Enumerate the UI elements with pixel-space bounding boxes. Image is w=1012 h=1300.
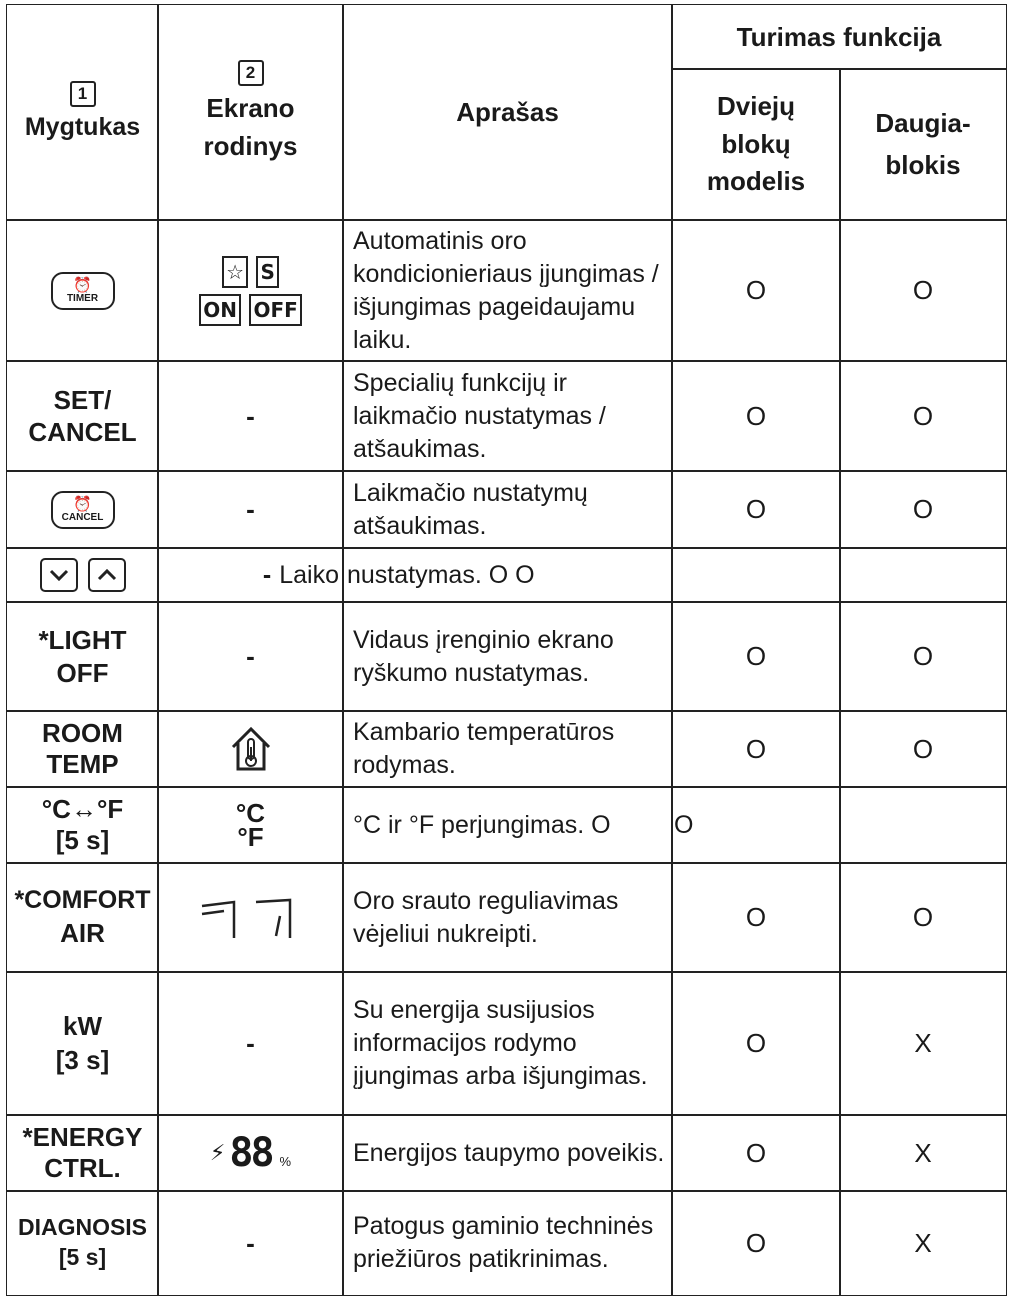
off-indicator-icon: OFF: [249, 294, 301, 326]
row5-display: -: [157, 601, 344, 712]
header-col-display-line1: Ekrano: [206, 92, 295, 123]
row10-two-unit: O: [671, 1114, 841, 1192]
row5-two-unit: O: [671, 601, 841, 712]
star-mode-icon: ☆: [222, 256, 248, 288]
row2-two-unit: O: [671, 360, 841, 472]
row7-description: °C ir °F perjungimas. O: [353, 810, 611, 839]
row5-button-cell: [6, 601, 159, 712]
row7-description-cell: [342, 786, 673, 864]
energy-ctrl-line1: *ENERGY: [22, 1121, 143, 1152]
row10-multi: X: [839, 1114, 1007, 1192]
down-arrow-button-icon: [40, 558, 78, 592]
row8-description: Oro srauto reguliavimas vėjeliui nukreipti.: [342, 862, 673, 973]
row7-button-cell: [6, 786, 159, 864]
diagnosis-line2: [5 s]: [58, 1244, 107, 1270]
row1-multi: O: [839, 219, 1007, 362]
row8-display: [157, 862, 344, 973]
row7-description-rest: O: [674, 810, 694, 839]
row3-button-cell: [6, 470, 159, 549]
header-col-display-number: 2: [238, 60, 264, 86]
room-temp-line2: TEMP: [46, 749, 119, 779]
header-col-button-number: 1: [70, 81, 96, 107]
row10-button-cell: [6, 1114, 159, 1192]
kw-line1: kW: [63, 1010, 102, 1041]
header-col-button-title: Mygtukas: [24, 113, 141, 142]
header-col-multi-line1: Daugia-: [875, 107, 971, 138]
row7-two-unit-cell: [671, 786, 841, 864]
row6-button-cell: [6, 710, 159, 788]
set-cancel-line2: CANCEL: [28, 417, 137, 447]
header-col-display: [157, 4, 344, 221]
kw-line2: [3 s]: [55, 1044, 110, 1075]
row4-multi-empty: [839, 547, 1007, 603]
row1-two-unit: O: [671, 219, 841, 362]
header-col-button: [6, 4, 159, 221]
cancel-button-icon: [51, 491, 115, 529]
header-group-title: Turimas funkcija: [736, 21, 942, 52]
airflow-vane-icon: [196, 894, 306, 942]
row6-display: [157, 710, 344, 788]
row2-multi: O: [839, 360, 1007, 472]
row11-description: Patogus gaminio techninės priežiūros patikrinimas.: [342, 1190, 673, 1296]
celsius-indicator: °C: [235, 798, 266, 828]
room-temp-line1: ROOM: [42, 717, 123, 748]
cancel-button-label: CANCEL: [61, 511, 104, 523]
row2-button-cell: [6, 360, 159, 472]
set-cancel-line1: SET/: [53, 384, 112, 415]
row8-multi: O: [839, 862, 1007, 973]
row5-multi: O: [839, 601, 1007, 712]
energy-digits: 88: [229, 1130, 272, 1176]
row7-display: [157, 786, 344, 864]
row7-multi-empty: [839, 786, 1007, 864]
row2-display: -: [157, 360, 344, 472]
row1-button-cell: [6, 219, 159, 362]
row6-two-unit: O: [671, 710, 841, 788]
row1-display-cell: [157, 219, 344, 362]
row4-two-unit-empty: [671, 547, 841, 603]
row9-button-cell: [6, 971, 159, 1116]
header-col-multi: [839, 68, 1007, 221]
row5-description: Vidaus įrenginio ekrano ryškumo nustatymas.: [342, 601, 673, 712]
row3-multi: O: [839, 470, 1007, 549]
row4-description-cell: [342, 547, 673, 603]
header-col-two-unit-line2: blokų: [721, 128, 791, 159]
diagnosis-line1: DIAGNOSIS: [17, 1214, 148, 1241]
header-col-two-unit: [671, 68, 841, 221]
row2-description: Specialių funkcijų ir laikmačio nustatymas / atšaukimas.: [342, 360, 673, 472]
row8-button-cell: [6, 862, 159, 973]
function-table: [6, 4, 1007, 1296]
temp-unit-line1: °C↔°F: [41, 793, 124, 824]
row4-dash: -: [262, 560, 272, 589]
row9-multi: X: [839, 971, 1007, 1116]
header-group-available-function: [671, 4, 1007, 70]
row9-display: -: [157, 971, 344, 1116]
row4-display-merged: [157, 547, 344, 603]
row6-multi: O: [839, 710, 1007, 788]
sleep-s-icon: S: [256, 256, 278, 288]
row4-description-start: Laiko: [279, 560, 339, 589]
light-off-line1: *LIGHT: [38, 625, 127, 655]
row10-display: [157, 1114, 344, 1192]
row9-two-unit: O: [671, 971, 841, 1116]
row10-description: Energijos taupymo poveikis.: [342, 1114, 673, 1192]
row11-display: -: [157, 1190, 344, 1296]
row4-description-rest: nustatymas. O O: [347, 560, 535, 589]
header-col-description-title: Aprašas: [456, 97, 559, 127]
alarm-clock-icon: ⏰: [73, 276, 92, 294]
timer-button-icon: [51, 272, 115, 310]
row6-description: Kambario temperatūros rodymas.: [342, 710, 673, 788]
header-col-two-unit-line1: Dviejų: [716, 90, 796, 121]
header-col-two-unit-line3: modelis: [706, 166, 806, 197]
row11-button-cell: [6, 1190, 159, 1296]
comfort-air-line2: AIR: [60, 917, 105, 948]
light-off-line2: OFF: [56, 657, 109, 688]
house-thermometer-icon: [229, 725, 273, 773]
timer-button-label: TIMER: [66, 292, 99, 304]
comfort-air-line1: *COMFORT: [14, 886, 151, 915]
row4-button-cell: [6, 547, 159, 603]
row11-two-unit: O: [671, 1190, 841, 1296]
row1-description: Automatinis oro kondicionieriaus įjungimas / išjungimas pageidaujamu laiku.: [342, 219, 673, 362]
energy-bolt-icon: ⚡: [209, 1140, 226, 1165]
header-col-multi-line2: blokis: [885, 149, 961, 180]
row11-multi: X: [839, 1190, 1007, 1296]
header-col-description: [342, 4, 673, 221]
temp-unit-line2: [5 s]: [55, 825, 110, 855]
row9-description: Su energija susijusios informacijos rodymo įjungimas arba išjungimas.: [342, 971, 673, 1116]
fahrenheit-indicator: °F: [237, 822, 264, 852]
energy-percent-sign: %: [279, 1154, 292, 1169]
energy-ctrl-line2: CTRL.: [44, 1153, 121, 1183]
row3-description: Laikmačio nustatymų atšaukimas.: [342, 470, 673, 549]
on-indicator-icon: ON: [199, 294, 241, 326]
row3-display: -: [157, 470, 344, 549]
row8-two-unit: O: [671, 862, 841, 973]
alarm-clock-icon: ⏰: [73, 495, 92, 513]
header-col-display-line2: rodinys: [203, 130, 298, 161]
up-arrow-button-icon: [88, 558, 126, 592]
row3-two-unit: O: [671, 470, 841, 549]
